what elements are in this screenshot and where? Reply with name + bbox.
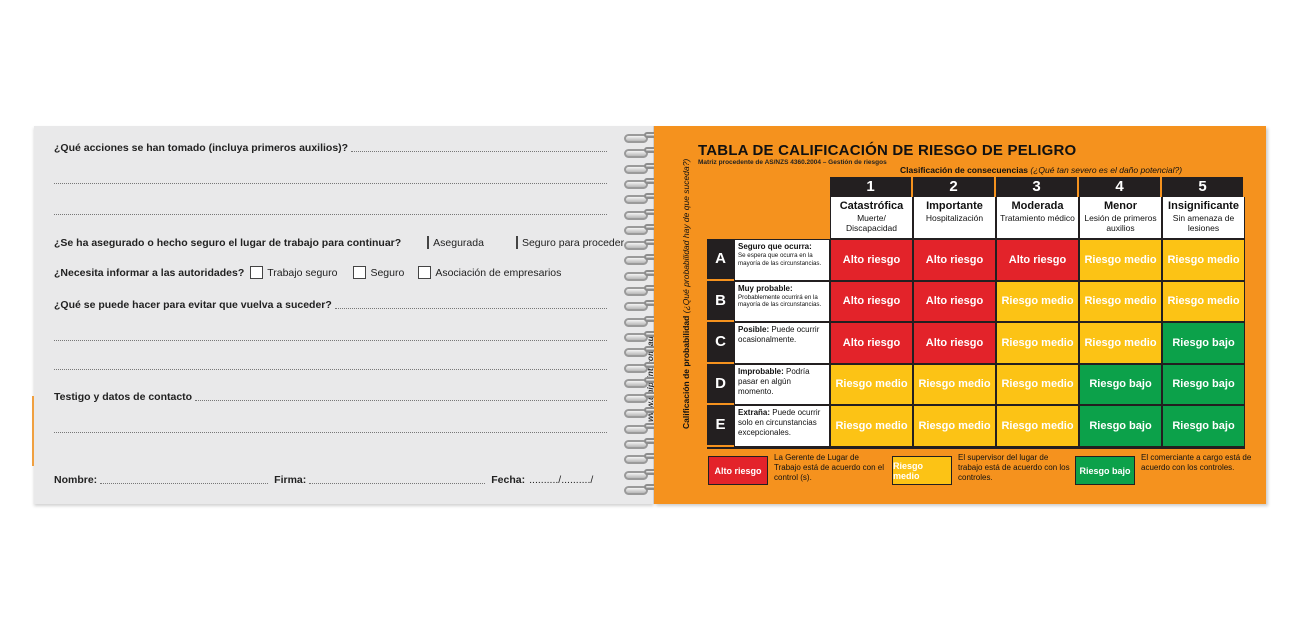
answer-line[interactable] xyxy=(351,143,607,152)
risk-cell: Riesgo medio xyxy=(996,405,1079,447)
legend-description: El comerciante a cargo está de acuerdo con los controles. xyxy=(1141,453,1252,472)
risk-cell: Riesgo medio xyxy=(1079,239,1162,281)
risk-cell: Riesgo medio xyxy=(996,364,1079,406)
answer-line[interactable] xyxy=(54,183,607,184)
answer-line[interactable] xyxy=(54,214,607,215)
consequence-title: Catastrófica xyxy=(839,200,904,212)
probability-row-description xyxy=(734,405,830,447)
consequence-column-header xyxy=(830,197,913,239)
employer-association-checkbox[interactable] xyxy=(418,266,431,279)
probability-row-letter: B xyxy=(707,281,734,323)
probability-description: Probablemente ocurrirá en la mayoría de las circunstancias. xyxy=(738,293,822,308)
risk-cell: Alto riesgo xyxy=(830,239,913,281)
risk-cell: Riesgo medio xyxy=(996,322,1079,364)
name-line[interactable] xyxy=(100,475,268,484)
name-label: Nombre: xyxy=(54,474,98,486)
probability-row-description xyxy=(734,239,830,281)
probability-description: Puede ocurrir solo en circunstancias excepcionales. xyxy=(738,408,821,437)
risk-cell: Riesgo medio xyxy=(1162,281,1245,323)
consequence-label: Clasificación de consecuencias xyxy=(900,165,1029,175)
legend-swatch-low: Riesgo bajo xyxy=(1075,456,1135,485)
consequence-column-number: 3 xyxy=(996,177,1079,197)
consequence-title: Importante xyxy=(926,200,983,212)
consequence-column-number: 1 xyxy=(830,177,913,197)
risk-cell: Alto riesgo xyxy=(830,281,913,323)
signature-row xyxy=(54,474,607,486)
consequence-description: Lesión de primeros auxilios xyxy=(1084,213,1157,233)
probability-title: Posible: xyxy=(738,325,770,334)
legend-swatch-medium: Riesgo medio xyxy=(892,456,952,485)
consequence-column-number: 2 xyxy=(913,177,996,197)
consequence-column-header xyxy=(996,197,1079,239)
probability-heading xyxy=(681,158,691,429)
prevention-row xyxy=(54,299,607,311)
consequence-column-number: 4 xyxy=(1079,177,1162,197)
probability-title: Improbable: xyxy=(738,366,784,376)
risk-cell: Alto riesgo xyxy=(913,281,996,323)
worksafe-checkbox[interactable] xyxy=(250,266,263,279)
date-field[interactable]: ........../........../ xyxy=(529,474,594,486)
probability-title: Muy probable: xyxy=(738,283,793,293)
probability-description: Podría pasar en algún momento. xyxy=(738,366,810,396)
probability-row-letter: A xyxy=(707,239,734,281)
consequence-column-header xyxy=(1162,197,1245,239)
risk-cell: Riesgo medio xyxy=(996,281,1079,323)
answer-line[interactable] xyxy=(335,300,607,309)
secured-checkbox[interactable] xyxy=(427,236,429,249)
consequence-title: Moderada xyxy=(1011,200,1064,212)
probability-row-description xyxy=(734,364,830,406)
secured-label: Asegurada xyxy=(433,237,484,249)
actions-taken-label: ¿Qué acciones se han tomado (incluya primeros auxilios)? xyxy=(54,142,349,154)
legend-description: El supervisor del lugar de trabajo está de acuerdo con los controles. xyxy=(958,453,1070,482)
employer-association-label: Asociación de empresarios xyxy=(435,267,562,279)
witness-label: Testigo y datos de contacto xyxy=(54,391,193,403)
consequence-column-header xyxy=(1079,197,1162,239)
inform-authorities-label: ¿Necesita informar a las autoridades? xyxy=(54,267,245,279)
probability-description: Se espera que ocurra en la mayoría de las circunstancias. xyxy=(738,252,822,267)
consequence-column-number: 5 xyxy=(1162,177,1245,197)
legend-description: La Gerente de Lugar de Trabajo está de acuerdo con el control (s). xyxy=(774,453,884,482)
answer-line[interactable] xyxy=(54,369,607,370)
consequence-title: Insignificante xyxy=(1168,200,1239,212)
worksafe-label: Trabajo seguro xyxy=(267,267,338,279)
probability-row-description xyxy=(734,322,830,364)
probability-title: Seguro que ocurra: xyxy=(738,242,812,251)
safe-checkbox[interactable] xyxy=(353,266,366,279)
consequence-title: Menor xyxy=(1104,200,1137,212)
consequence-description: Muerte/ Discapacidad xyxy=(845,213,898,233)
consequence-heading xyxy=(900,165,1182,175)
risk-cell: Riesgo medio xyxy=(830,405,913,447)
actions-taken-row xyxy=(54,142,607,154)
risk-cell: Riesgo bajo xyxy=(1079,405,1162,447)
probability-row-description xyxy=(734,281,830,323)
signature-line[interactable] xyxy=(309,475,485,484)
risk-cell: Alto riesgo xyxy=(996,239,1079,281)
safe-label: Seguro xyxy=(370,267,405,279)
answer-line[interactable] xyxy=(54,432,607,433)
legend-swatch-high: Alto riesgo xyxy=(708,456,768,485)
answer-line[interactable] xyxy=(195,392,607,401)
probability-row-letter: C xyxy=(707,322,734,364)
risk-cell: Riesgo medio xyxy=(1162,239,1245,281)
risk-cell: Riesgo medio xyxy=(1079,281,1162,323)
risk-cell: Alto riesgo xyxy=(830,322,913,364)
witness-row xyxy=(54,391,607,403)
probability-title: Extraña: xyxy=(738,408,771,417)
matrix-bottom-border xyxy=(707,447,1245,449)
probability-label: Calificación de probabilidad xyxy=(681,315,691,429)
risk-cell: Riesgo bajo xyxy=(1079,364,1162,406)
date-label: Fecha: xyxy=(491,474,526,486)
answer-line[interactable] xyxy=(54,340,607,341)
safe-to-proceed-checkbox[interactable] xyxy=(516,236,518,249)
risk-cell: Riesgo bajo xyxy=(1162,322,1245,364)
risk-cell: Riesgo medio xyxy=(1079,322,1162,364)
risk-cell: Riesgo medio xyxy=(830,364,913,406)
risk-rating-page xyxy=(654,126,1266,504)
consequence-description: Sin amenaza de lesiones xyxy=(1172,213,1235,233)
workplace-safe-row xyxy=(54,236,625,249)
left-page-form xyxy=(34,126,654,504)
risk-cell: Riesgo bajo xyxy=(1162,405,1245,447)
probability-hint: (¿Qué probabilidad hay de que suceda?) xyxy=(681,158,691,314)
signature-label: Firma: xyxy=(274,474,307,486)
risk-cell: Riesgo bajo xyxy=(1162,364,1245,406)
probability-description: Puede ocurrir ocasionalmente. xyxy=(738,325,820,344)
risk-cell: Alto riesgo xyxy=(913,239,996,281)
page-title: TABLA DE CALIFICACIÓN DE RIESGO DE PELIGRO xyxy=(698,142,1077,159)
probability-row-letter: D xyxy=(707,364,734,406)
risk-cell: Alto riesgo xyxy=(913,322,996,364)
consequence-hint: (¿Qué tan severo es el daño potencial?) xyxy=(1030,165,1183,175)
consequence-description: Tratamiento médico xyxy=(1000,213,1075,223)
prevention-label: ¿Qué se puede hacer para evitar que vuelva a suceder? xyxy=(54,299,332,311)
workplace-safe-label: ¿Se ha asegurado o hecho seguro el lugar de trabajo para continuar? xyxy=(54,237,402,249)
inform-authorities-row xyxy=(54,266,607,279)
probability-row-letter: E xyxy=(707,405,734,447)
risk-cell: Riesgo medio xyxy=(913,364,996,406)
risk-cell: Riesgo medio xyxy=(913,405,996,447)
consequence-description: Hospitalización xyxy=(925,213,984,223)
consequence-column-header xyxy=(913,197,996,239)
page-subtitle: Matriz procedente de AS/NZS 4360.2004 – Gestión de riesgos xyxy=(698,159,887,166)
safe-to-proceed-label: Seguro para proceder xyxy=(521,237,625,249)
